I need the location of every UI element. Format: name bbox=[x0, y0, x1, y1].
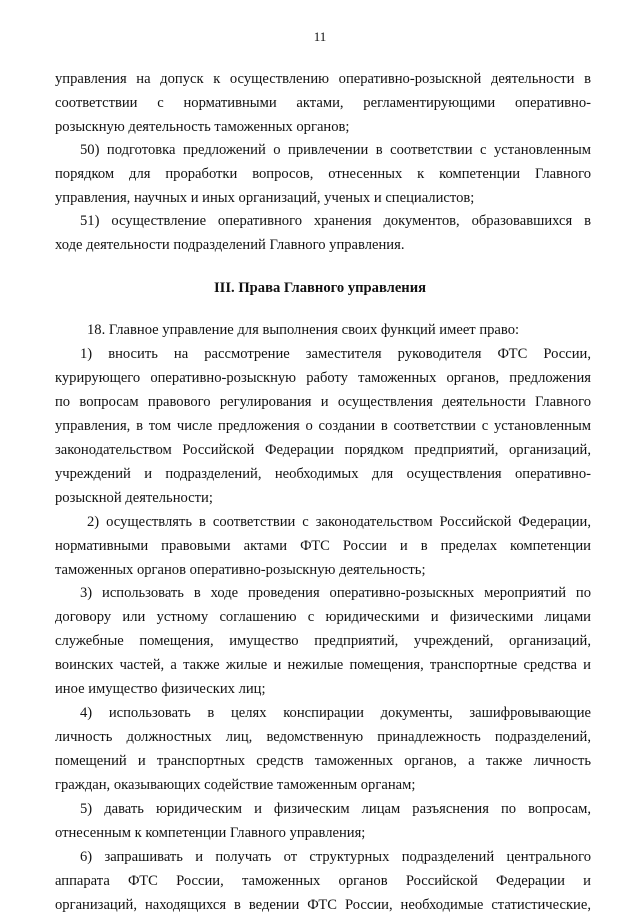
list-item-4: 4) использовать в целях конспирации документы, зашифровывающие bbox=[80, 705, 591, 721]
text-line: воинских частей, а также жилые и нежилые помещения, транспортные средства и bbox=[55, 657, 591, 673]
text-line: соответствии с нормативными актами, регламентирующими оперативно- bbox=[55, 95, 591, 111]
page-number: 11 bbox=[313, 29, 327, 44]
list-item-1: 1) вносить на рассмотрение заместителя руководителя ФТС России, bbox=[80, 346, 591, 362]
text-line: служебные помещения, имущество предприятий, учреждений, организаций, bbox=[55, 633, 591, 649]
text-line: управления, в том числе предложения о создании в соответствии с установленным bbox=[55, 418, 591, 434]
text-line: розыскной деятельности; bbox=[55, 490, 213, 506]
text-line: ходе деятельности подразделений Главного управления. bbox=[55, 237, 405, 253]
text-line: личность должностных лиц, ведомственную принадлежность подразделений, bbox=[55, 729, 591, 745]
text-line: организаций, находящихся в ведении ФТС России, необходимые статистические, bbox=[55, 897, 591, 913]
text-line: управления, научных и иных организаций, ученых и специалистов; bbox=[55, 190, 475, 206]
text-line: законодательством Российской Федерации порядком предприятий, организаций, bbox=[55, 442, 591, 458]
list-item-50: 50) подготовка предложений о привлечении в соответствии с установленным bbox=[80, 142, 591, 158]
text-line: помещений и транспортных средств таможенных органов, а также личность bbox=[55, 753, 591, 769]
text-line: граждан, оказывающих содействие таможенным органам; bbox=[55, 777, 416, 793]
section-heading: III. Права Главного управления bbox=[213, 280, 427, 296]
list-item-51: 51) осуществление оперативного хранения документов, образовавшихся в bbox=[80, 213, 591, 229]
text-line: таможенных органов оперативно-розыскную деятельность; bbox=[55, 562, 426, 578]
text-line: аппарата ФТС России, таможенных органов Российской Федерации и bbox=[55, 873, 591, 889]
list-item-3: 3) использовать в ходе проведения оперативно-розыскных мероприятий по bbox=[80, 585, 591, 601]
text-line: договору или устному соглашению с юридическими и физическими лицами bbox=[55, 609, 591, 625]
list-item-6: 6) запрашивать и получать от структурных подразделений центрального bbox=[80, 849, 591, 865]
clause-18: 18. Главное управление для выполнения своих функций имеет право: bbox=[87, 322, 520, 338]
text-line: порядком для проработки вопросов, отнесенных к компетенции Главного bbox=[55, 166, 591, 182]
list-item-5: 5) давать юридическим и физическим лицам разъяснения по вопросам, bbox=[80, 801, 591, 817]
text-line: иное имущество физических лиц; bbox=[55, 681, 266, 697]
text-line: нормативными правовыми актами ФТС России и в пределах компетенции bbox=[55, 538, 591, 554]
text-line: курирующего оперативно-розыскную работу таможенных органов, предложения bbox=[55, 370, 591, 386]
text-line: по вопросам правового регулирования и осуществления деятельности Главного bbox=[55, 394, 591, 410]
text-line: розыскную деятельность таможенных органов; bbox=[55, 119, 350, 135]
text-line: отнесенным к компетенции Главного управления; bbox=[55, 825, 366, 841]
text-line: управления на допуск к осуществлению оперативно-розыскной деятельности в bbox=[55, 71, 591, 87]
text-line: учреждений и подразделений, необходимых для осуществления оперативно- bbox=[55, 466, 591, 482]
list-item-2: 2) осуществлять в соответствии с законодательством Российской Федерации, bbox=[87, 514, 591, 530]
